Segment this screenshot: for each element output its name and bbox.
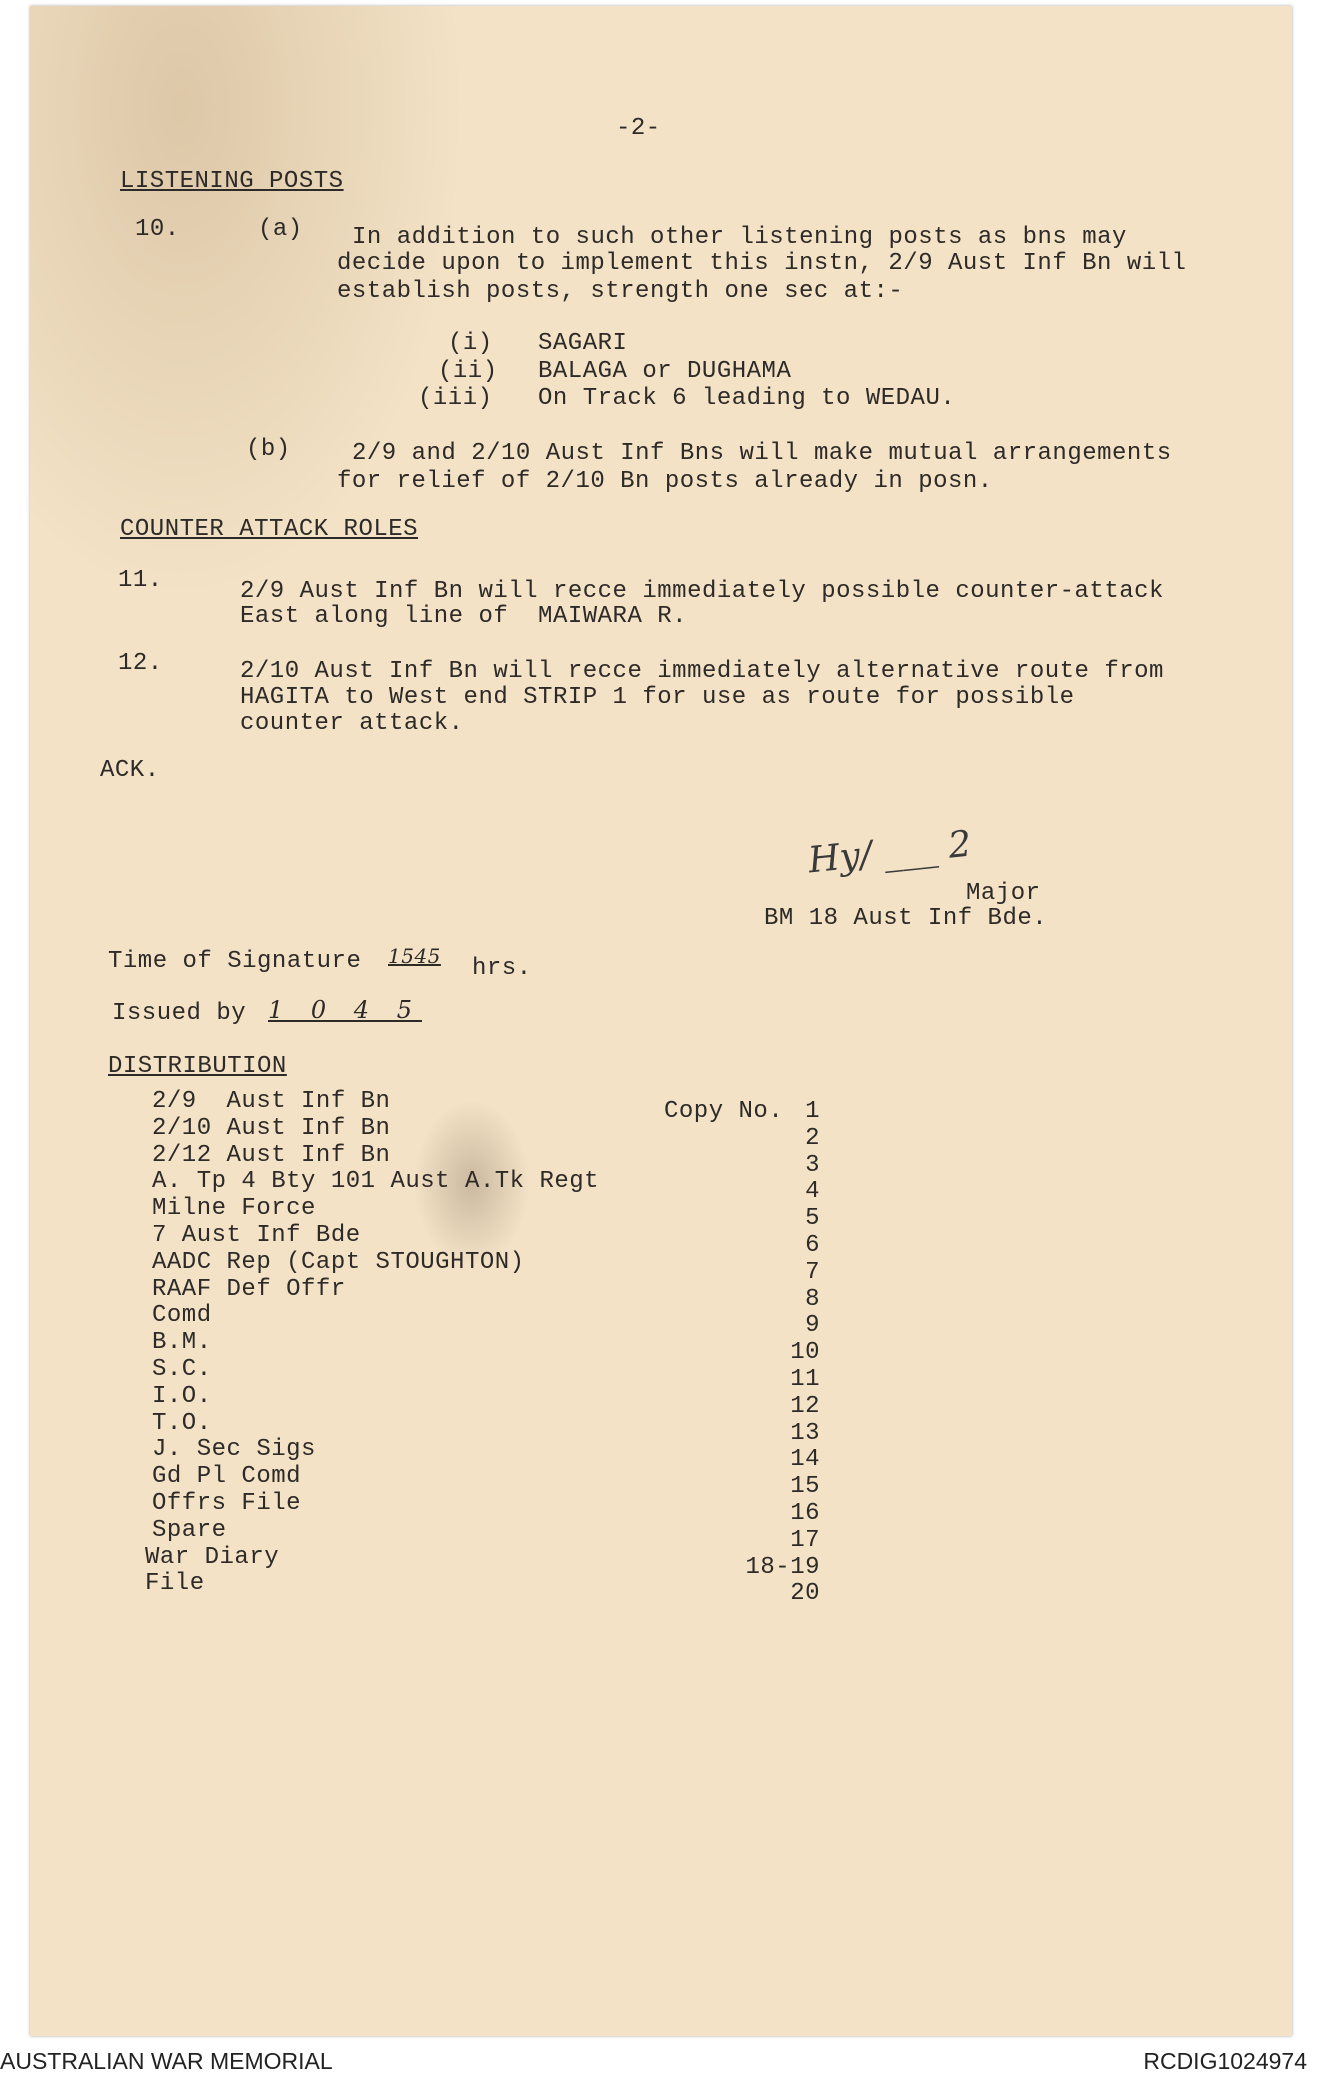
distribution-copy-number: 8 <box>805 1286 820 1313</box>
copy-no-label: Copy No. <box>664 1098 784 1125</box>
distribution-recipient: 2/10 Aust Inf Bn <box>152 1115 391 1142</box>
footer-id: RCDIG1024974 <box>1143 2048 1307 2074</box>
distribution-recipient: 7 Aust Inf Bde <box>152 1222 361 1249</box>
issued-by-label: Issued by <box>112 1000 247 1027</box>
ack: ACK. <box>100 757 160 784</box>
location-1-place: SAGARI <box>538 330 628 357</box>
para-10a-label: (a) <box>258 216 303 243</box>
footer-source: AUSTRALIAN WAR MEMORIAL <box>0 2048 333 2074</box>
para-10a-line-3: establish posts, strength one sec at:- <box>337 278 904 305</box>
distribution-recipient: Comd <box>152 1302 212 1329</box>
distribution-copy-number: 13 <box>790 1420 820 1447</box>
distribution-recipient: File <box>145 1570 205 1597</box>
para-10a-line-1: In addition to such other listening posts as bns may <box>352 224 1127 251</box>
distribution-recipient: I.O. <box>152 1383 212 1410</box>
distribution-copy-number: 11 <box>790 1366 820 1393</box>
location-3-place: On Track 6 leading to WEDAU. <box>538 385 956 412</box>
distribution-copy-number: 18-19 <box>745 1554 820 1581</box>
location-2-place: BALAGA or DUGHAMA <box>538 358 792 385</box>
para-12-line-3: counter attack. <box>240 710 464 737</box>
distribution-copy-number: 6 <box>805 1232 820 1259</box>
handwritten-signature: Hy/ ___ 2 <box>806 823 974 882</box>
location-1-roman: (i) <box>448 330 493 357</box>
distribution-recipient: 2/9 Aust Inf Bn <box>152 1088 391 1115</box>
para-10b-line-2: for relief of 2/10 Bn posts already in posn. <box>337 468 993 495</box>
time-of-signature-value: 1545 <box>388 944 441 968</box>
distribution-recipient: S.C. <box>152 1356 212 1383</box>
signature-appointment: BM 18 Aust Inf Bde. <box>764 905 1048 932</box>
para-12-line-1: 2/10 Aust Inf Bn will recce immediately alternative route from <box>240 658 1164 685</box>
distribution-recipient: T.O. <box>152 1410 212 1437</box>
distribution-copy-number: 2 <box>805 1125 820 1152</box>
distribution-copy-number: 16 <box>790 1500 820 1527</box>
distribution-recipient: 2/12 Aust Inf Bn <box>152 1142 391 1169</box>
para-10-number: 10. <box>135 216 180 243</box>
distribution-copy-number: 4 <box>805 1178 820 1205</box>
distribution-copy-number: 5 <box>805 1205 820 1232</box>
para-11-line-1: 2/9 Aust Inf Bn will recce immediately possible counter-attack <box>240 578 1164 605</box>
distribution-heading: DISTRIBUTION <box>108 1053 287 1080</box>
listening-posts-heading: LISTENING POSTS <box>120 168 344 195</box>
para-11-line-2: East along line of MAIWARA R. <box>240 603 688 630</box>
distribution-recipient: B.M. <box>152 1329 212 1356</box>
distribution-copy-number: 20 <box>790 1580 820 1607</box>
distribution-copy-number: 9 <box>805 1312 820 1339</box>
distribution-recipient: Gd Pl Comd <box>152 1463 302 1490</box>
distribution-recipient: Offrs File <box>152 1490 302 1517</box>
para-10b-line-1: 2/9 and 2/10 Aust Inf Bns will make mutual arrangements <box>352 440 1172 467</box>
distribution-recipient: A. Tp 4 Bty 101 Aust A.Tk Regt <box>152 1168 600 1195</box>
para-10b-label: (b) <box>246 436 291 463</box>
location-2-roman: (ii) <box>438 358 498 385</box>
distribution-recipient: Milne Force <box>152 1195 316 1222</box>
time-of-signature-label: Time of Signature <box>108 948 362 975</box>
distribution-recipient: RAAF Def Offr <box>152 1276 346 1303</box>
signature-rank: Major <box>966 880 1041 907</box>
para-12-number: 12. <box>118 650 163 677</box>
distribution-recipient: Spare <box>152 1517 227 1544</box>
time-of-signature-suffix: hrs. <box>472 955 532 982</box>
distribution-copy-number: 7 <box>805 1259 820 1286</box>
para-10a-line-2: decide upon to implement this instn, 2/9 Aust Inf Bn will <box>337 250 1187 277</box>
distribution-copy-number: 10 <box>790 1339 820 1366</box>
distribution-copy-number: 3 <box>805 1152 820 1179</box>
distribution-copy-number: 12 <box>790 1393 820 1420</box>
distribution-copy-number: 17 <box>790 1527 820 1554</box>
distribution-copy-number: 15 <box>790 1473 820 1500</box>
distribution-recipient: J. Sec Sigs <box>152 1436 316 1463</box>
distribution-recipient: War Diary <box>145 1544 280 1571</box>
counter-attack-heading: COUNTER ATTACK ROLES <box>120 516 419 543</box>
distribution-recipient: AADC Rep (Capt STOUGHTON) <box>152 1249 525 1276</box>
para-11-number: 11. <box>118 567 163 594</box>
distribution-copy-number: 1 <box>805 1098 820 1125</box>
location-3-roman: (iii) <box>418 385 493 412</box>
distribution-copy-number: 14 <box>790 1446 820 1473</box>
issued-by-value: 1 0 4 5 <box>268 996 422 1024</box>
page-number: -2- <box>616 115 661 142</box>
para-12-line-2: HAGITA to West end STRIP 1 for use as route for possible <box>240 684 1075 711</box>
